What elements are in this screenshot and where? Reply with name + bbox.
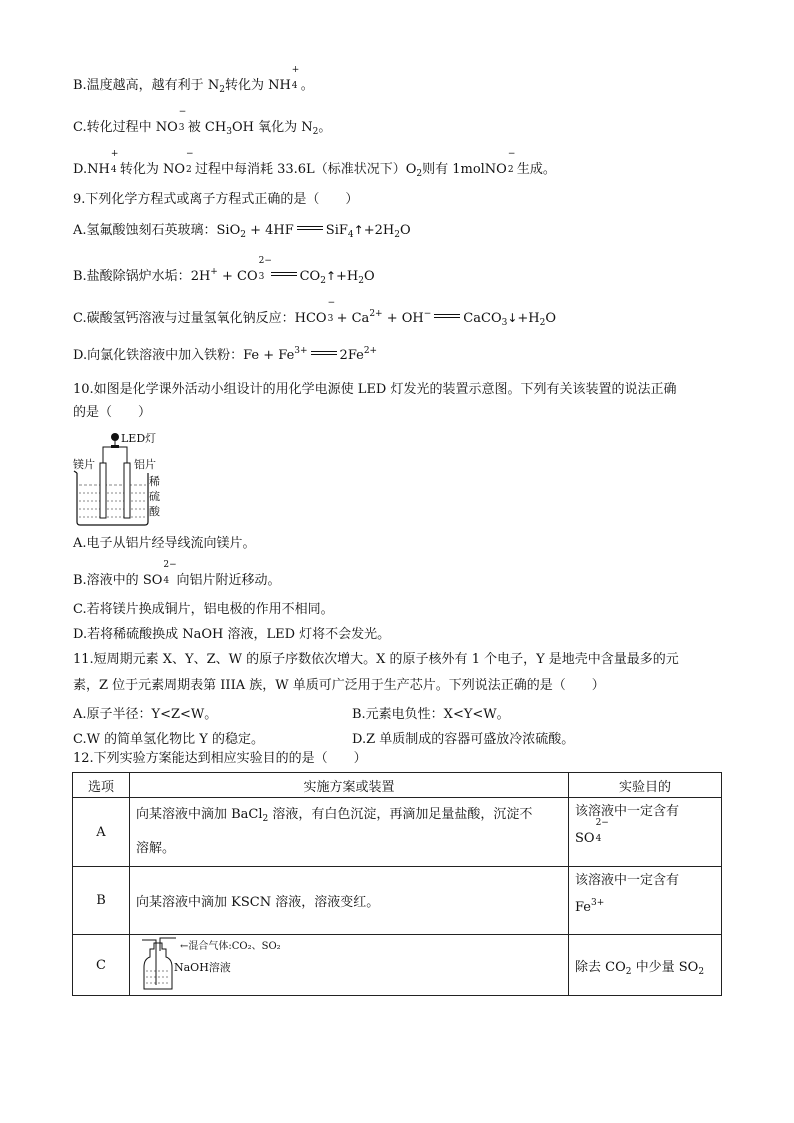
q12-stem: 12.下列实验方案能达到相应实验目的的是（ ） bbox=[73, 751, 367, 766]
label-al: 铝片 bbox=[134, 458, 156, 471]
row-plan bbox=[130, 935, 569, 996]
label-led: LED灯 bbox=[121, 432, 157, 445]
row-option: C bbox=[73, 935, 130, 996]
aluminum-strip bbox=[124, 463, 130, 518]
table-header-row bbox=[73, 773, 722, 798]
led-bulb-icon bbox=[111, 433, 119, 441]
q8-option-d: D.NH + 4 转化为 NO − 2 过程中每消耗 33.6L（标准状况下）$O_2$则有 1molNO − 2 生成。 bbox=[73, 149, 556, 179]
q9-option-a: A.氢氟酸蚀刻石英玻璃：SiO$_2$ + 4HF $SiF_4↑+2H_2O$ bbox=[73, 223, 411, 240]
label-mg: 镁片 bbox=[73, 458, 95, 471]
q10-stem-line2: 的是（ ） bbox=[73, 405, 152, 420]
q9-option-c: C.碳酸氢钙溶液与过量氢氧化钠反应：HCO − 3 + $Ca^{2+} + OH^-$ $CaCO_3↓+H_2O$ bbox=[73, 298, 557, 328]
label-acid: 稀硫酸 bbox=[149, 475, 160, 518]
q11-option-a: A.原子半径：Y<Z<W。 bbox=[73, 707, 218, 722]
q10-option-c: C.若将镁片换成铜片，铝电极的作用不相同。 bbox=[73, 602, 334, 617]
q10-stem-line1: 10.如图是化学课外活动小组设计的用化学电源使 LED 灯发光的装置示意图。下列有关该装置的说法正确 bbox=[73, 382, 677, 397]
row-goal: 该溶液中一定含有 $Fe^{3+}$ bbox=[569, 867, 722, 935]
q11-option-c: C.W 的简单氢化物比 Y 的稳定。 bbox=[73, 732, 264, 747]
galvanic-cell-figure bbox=[73, 427, 163, 527]
row-plan: 向某溶液中滴加 BaCl$_2$ 溶液，有白色沉淀，再滴加足量盐酸，沉淀不 溶解。 bbox=[130, 798, 569, 867]
header-goal: 实验目的 bbox=[569, 773, 722, 798]
row-goal: 除去 $CO_2$ 中少量 $SO_2$ bbox=[569, 935, 722, 996]
table-row bbox=[73, 867, 722, 935]
q9-option-d: D.向氯化铁溶液中加入铁粉：$Fe + Fe^{3+}$ $2Fe^{2+}$ bbox=[73, 346, 378, 363]
label-mixed-gas: ←混合气体:CO₂、SO₂ bbox=[180, 941, 281, 952]
header-plan: 实施方案或装置 bbox=[130, 773, 569, 798]
magnesium-strip bbox=[100, 463, 106, 518]
q11-option-b: B.元素电负性：X<Y<W。 bbox=[352, 707, 510, 722]
q8-option-b: B.温度越高，越有利于 $N_2$转化为 NH + 4 。 bbox=[73, 65, 314, 95]
q10-option-a: A.电子从铝片经导线流向镁片。 bbox=[73, 536, 256, 551]
q11-stem-line1: 11.短周期元素 X、Y、Z、W 的原子序数依次增大。X 的原子核外有 1 个电子，Y 是地壳中含量最多的元 bbox=[73, 652, 679, 667]
q9-option-b: B.盐酸除锅炉水垢：2H+ + CO 2− 3 $CO_2↑+H_2O$ bbox=[73, 256, 375, 286]
q11-stem-line2: 素，Z 位于元素周期表第 IIIA 族，W 单质可广泛用于生产芯片。下列说法正确的是（ ） bbox=[73, 678, 605, 693]
label-naoh-solution: NaOH溶液 bbox=[174, 961, 231, 974]
q10-option-b: B.溶液中的 SO 2− 4 向铝片附近移动。 bbox=[73, 560, 281, 588]
q12-table bbox=[72, 772, 722, 996]
row-option: B bbox=[73, 867, 130, 935]
q8-option-c: C.转化过程中 NO − 3 被 $CH_3OH$ 氧化为 $N_2$。 bbox=[73, 107, 332, 137]
q11-option-d: D.Z 单质制成的容器可盛放冷浓硫酸。 bbox=[352, 732, 575, 747]
row-plan: 向某溶液中滴加 KSCN 溶液，溶液变红。 bbox=[130, 867, 569, 935]
table-row bbox=[73, 935, 722, 996]
q9-stem: 9.下列化学方程式或离子方程式正确的是（ ） bbox=[73, 192, 359, 207]
q10-option-d: D.若将稀硫酸换成 NaOH 溶液，LED 灯将不会发光。 bbox=[73, 627, 391, 642]
table-row bbox=[73, 798, 722, 867]
row-option: A bbox=[73, 798, 130, 867]
header-option: 选项 bbox=[73, 773, 130, 798]
row-goal: 该溶液中一定含有 SO 2− 4 bbox=[569, 798, 722, 867]
